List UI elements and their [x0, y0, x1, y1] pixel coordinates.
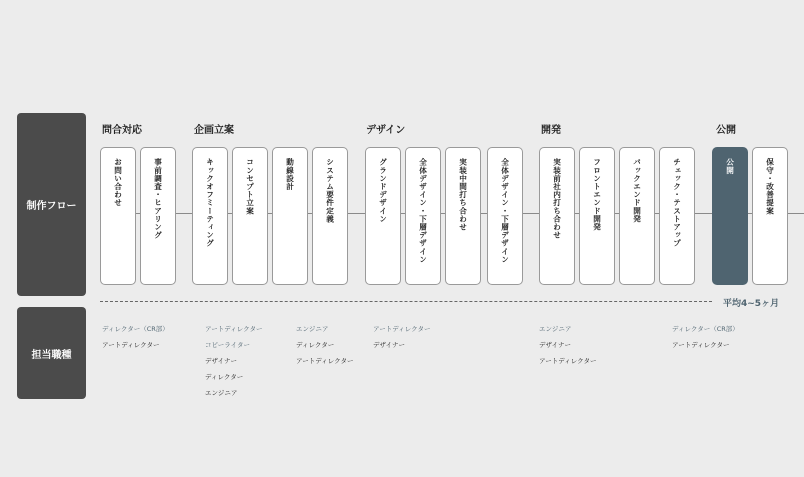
step-label: 実装中間打ち合わせ	[458, 158, 468, 231]
step-card	[659, 147, 695, 285]
step-label: 全体デザイン・下層デザイン	[418, 158, 428, 264]
step-card	[140, 147, 176, 285]
step-label: コンセプト立案	[245, 158, 255, 215]
step-card	[192, 147, 228, 285]
phase-planning: 企画立案	[194, 125, 234, 136]
step-label: システム要件定義	[325, 158, 335, 223]
step-label: 実装前社内打ち合わせ	[552, 158, 562, 239]
role-item: エンジニア	[296, 325, 329, 333]
step-card	[365, 147, 401, 285]
role-item: デザイナー	[205, 357, 238, 365]
role-item: ディレクター（CR部）	[102, 325, 169, 333]
phase-release: 公開	[716, 125, 736, 136]
role-item: アートディレクター	[373, 325, 431, 333]
step-card	[100, 147, 136, 285]
phase-design: デザイン	[366, 125, 406, 136]
step-card	[445, 147, 481, 285]
step-card	[487, 147, 523, 285]
role-item: アートディレクター	[102, 341, 160, 349]
step-label: フロントエンド開発	[592, 158, 602, 231]
role-item: デザイナー	[373, 341, 406, 349]
roles-row-label: 担当職種	[17, 307, 86, 399]
step-card	[312, 147, 348, 285]
role-item: エンジニア	[539, 325, 572, 333]
step-card	[232, 147, 268, 285]
step-card	[579, 147, 615, 285]
step-card	[619, 147, 655, 285]
step-card-highlighted	[712, 147, 748, 285]
role-item: ディレクター	[205, 373, 244, 381]
step-label: 公開	[725, 158, 735, 175]
step-label: 全体デザイン・下層デザイン	[500, 158, 510, 264]
role-item: デザイナー	[539, 341, 572, 349]
step-label: 事前調査・ヒアリング	[153, 158, 163, 239]
step-card	[752, 147, 788, 285]
role-item: ディレクター（CR部）	[672, 325, 739, 333]
flow-row-label: 制作フロー	[17, 113, 86, 296]
role-item: ディレクター	[296, 341, 335, 349]
step-card	[539, 147, 575, 285]
step-label: バックエンド開発	[632, 158, 642, 223]
role-item: アートディレクター	[296, 357, 354, 365]
step-label: チェック・テストアップ	[672, 158, 682, 248]
phase-inquiry: 問合対応	[102, 125, 142, 136]
role-item: アートディレクター	[539, 357, 597, 365]
step-label: お問い合わせ	[113, 158, 123, 207]
role-item: エンジニア	[205, 389, 238, 397]
phase-development: 開発	[541, 125, 561, 136]
step-card	[405, 147, 441, 285]
role-item: アートディレクター	[205, 325, 263, 333]
role-item: アートディレクター	[672, 341, 730, 349]
step-label: 動線設計	[285, 158, 295, 191]
role-item: コピーライター	[205, 341, 251, 349]
step-card	[272, 147, 308, 285]
duration-dashed-line	[100, 301, 712, 302]
step-label: 保守・改善提案	[765, 158, 775, 215]
duration-label: 平均4~5ヶ月	[723, 299, 780, 309]
step-label: キックオフミーティング	[205, 158, 215, 248]
step-label: グランドデザイン	[378, 158, 388, 223]
